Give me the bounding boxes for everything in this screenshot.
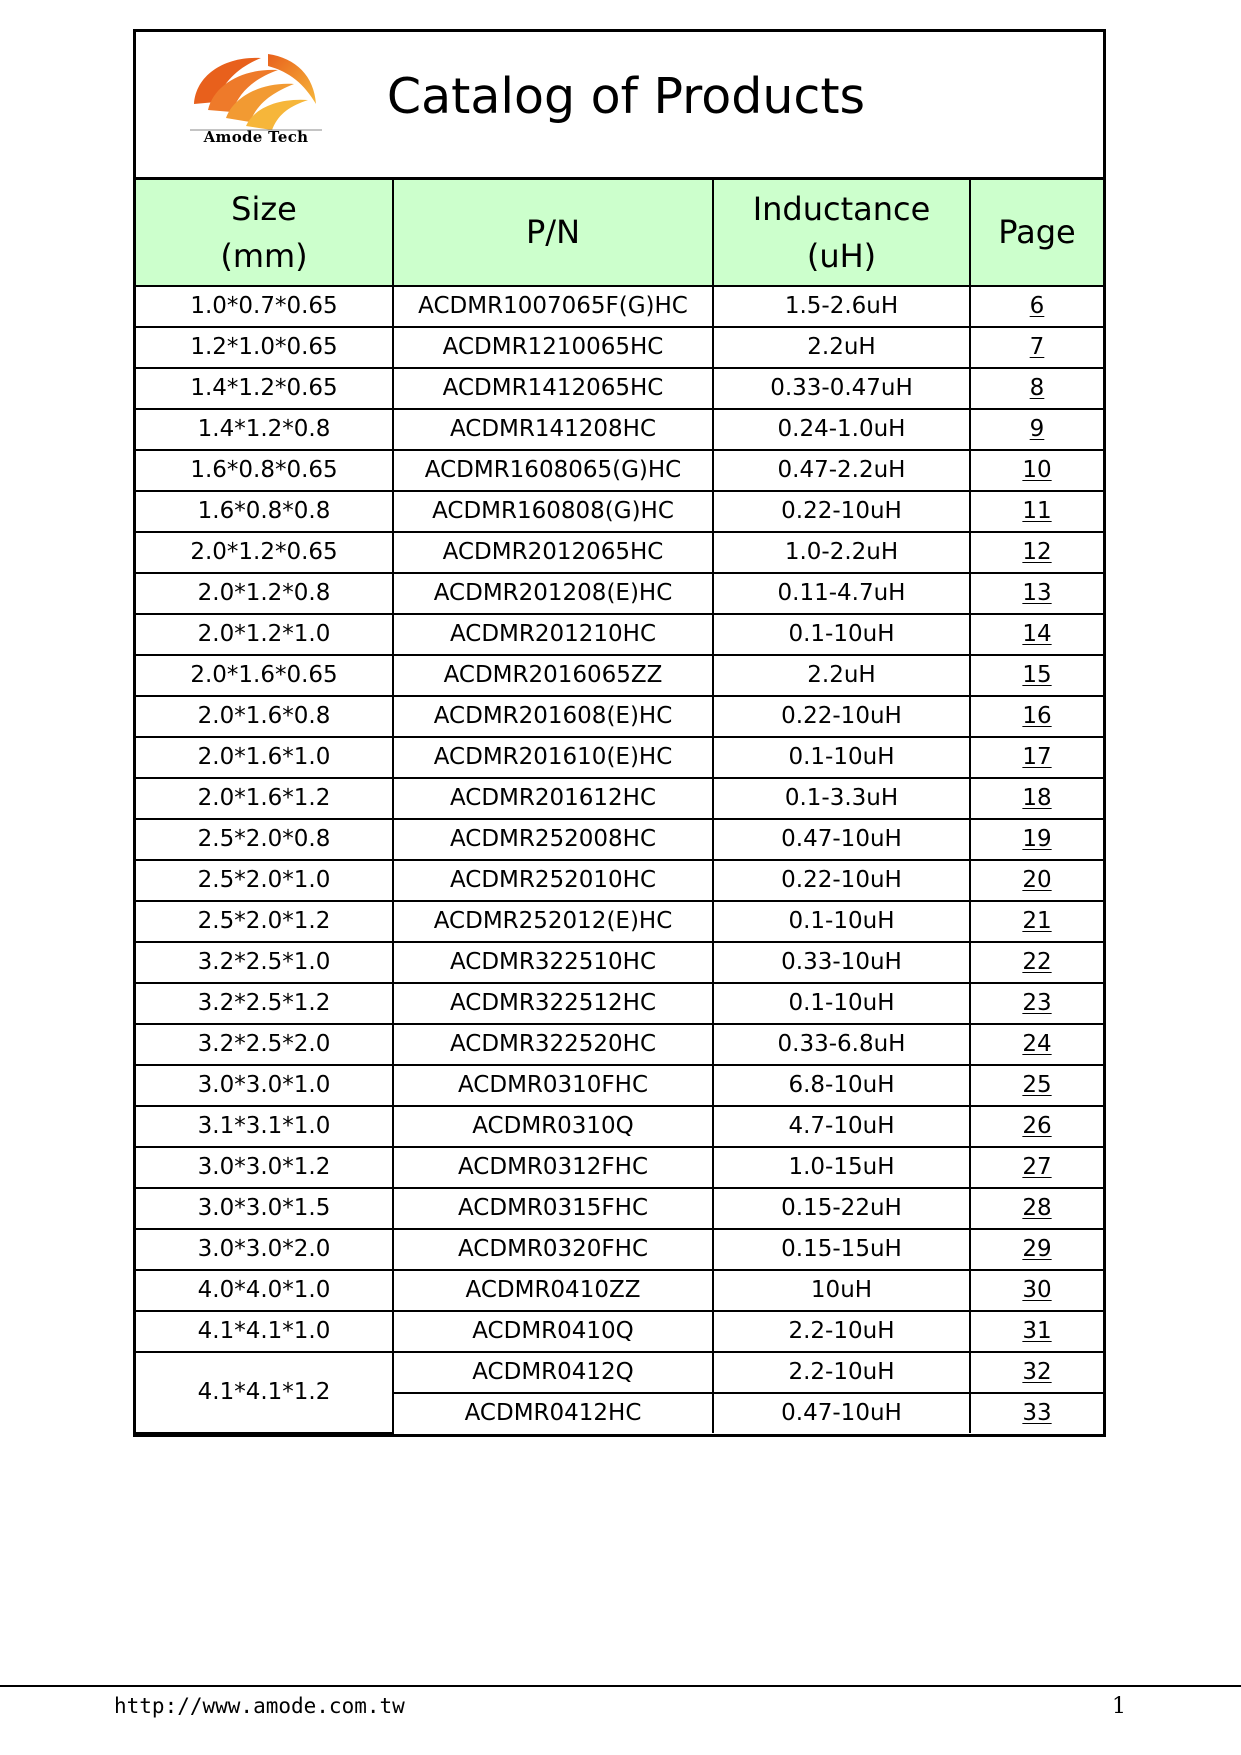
page-cell [970, 1188, 1103, 1229]
size-cell: 2.0*1.2*0.8 [136, 573, 393, 614]
size-cell: 1.6*0.8*0.65 [136, 450, 393, 491]
page-link[interactable]: 22 [1022, 949, 1052, 975]
page-link[interactable]: 13 [1022, 580, 1052, 606]
page-cell [970, 327, 1103, 368]
table-row [136, 942, 1103, 983]
page-link[interactable]: 18 [1022, 785, 1052, 811]
page-cell [970, 368, 1103, 409]
page-link[interactable]: 17 [1022, 744, 1052, 770]
header-page [970, 180, 1103, 286]
inductance-cell: 2.2-10uH [713, 1311, 970, 1352]
page-cell [970, 901, 1103, 942]
header-size-label: Size [231, 189, 297, 228]
product-table [136, 180, 1103, 1434]
size-cell: 4.0*4.0*1.0 [136, 1270, 393, 1311]
inductance-cell: 0.47-10uH [713, 819, 970, 860]
page-cell [970, 1352, 1103, 1393]
table-row [136, 655, 1103, 696]
table-row [136, 450, 1103, 491]
company-logo [186, 44, 326, 154]
table-row [136, 573, 1103, 614]
pn-cell: ACDMR2016065ZZ [393, 655, 713, 696]
page-cell [970, 573, 1103, 614]
inductance-cell: 0.15-22uH [713, 1188, 970, 1229]
page-link[interactable]: 21 [1022, 908, 1052, 934]
page-cell [970, 1393, 1103, 1433]
header-inductance-unit: (uH) [806, 236, 877, 275]
page-link[interactable]: 14 [1022, 621, 1052, 647]
inductance-cell: 2.2uH [713, 655, 970, 696]
inductance-cell: 0.22-10uH [713, 860, 970, 901]
inductance-cell: 0.33-0.47uH [713, 368, 970, 409]
inductance-cell: 0.11-4.7uH [713, 573, 970, 614]
footer-url[interactable]: http://www.amode.com.tw [114, 1694, 405, 1718]
footer-page-number: 1 [1112, 1694, 1126, 1719]
page-link[interactable]: 19 [1022, 826, 1052, 852]
table-row [136, 491, 1103, 532]
page-cell [970, 860, 1103, 901]
pn-cell: ACDMR0412HC [393, 1393, 713, 1433]
page-cell [970, 1065, 1103, 1106]
page-link[interactable]: 15 [1022, 662, 1052, 688]
table-row [136, 1065, 1103, 1106]
page-cell [970, 450, 1103, 491]
pn-cell: ACDMR201608(E)HC [393, 696, 713, 737]
page-link[interactable]: 11 [1022, 498, 1052, 524]
page-link[interactable]: 31 [1022, 1318, 1052, 1344]
pn-cell: ACDMR252010HC [393, 860, 713, 901]
inductance-cell: 0.15-15uH [713, 1229, 970, 1270]
inductance-cell: 0.1-10uH [713, 901, 970, 942]
table-row [136, 1229, 1103, 1270]
table-row [136, 1311, 1103, 1352]
size-cell: 3.2*2.5*2.0 [136, 1024, 393, 1065]
size-cell: 3.0*3.0*2.0 [136, 1229, 393, 1270]
table-row [136, 901, 1103, 942]
catalog-frame [133, 29, 1106, 1437]
size-cell: 2.5*2.0*0.8 [136, 819, 393, 860]
pn-cell: ACDMR252008HC [393, 819, 713, 860]
page-link[interactable]: 27 [1022, 1154, 1052, 1180]
page-link[interactable]: 20 [1022, 867, 1052, 893]
table-row [136, 737, 1103, 778]
inductance-cell: 0.24-1.0uH [713, 409, 970, 450]
page-link[interactable]: 25 [1022, 1072, 1052, 1098]
size-cell: 3.0*3.0*1.2 [136, 1147, 393, 1188]
pn-cell: ACDMR0320FHC [393, 1229, 713, 1270]
inductance-cell: 6.8-10uH [713, 1065, 970, 1106]
page-link[interactable]: 33 [1022, 1400, 1052, 1426]
inductance-cell: 10uH [713, 1270, 970, 1311]
inductance-cell: 0.33-10uH [713, 942, 970, 983]
size-cell: 2.0*1.6*1.0 [136, 737, 393, 778]
table-row [136, 327, 1103, 368]
inductance-cell: 0.22-10uH [713, 491, 970, 532]
page-link[interactable]: 9 [1029, 416, 1045, 442]
pn-cell: ACDMR1210065HC [393, 327, 713, 368]
pn-cell: ACDMR252012(E)HC [393, 901, 713, 942]
table-row [136, 1270, 1103, 1311]
size-cell: 2.0*1.6*0.8 [136, 696, 393, 737]
table-row [136, 1188, 1103, 1229]
page-cell [970, 614, 1103, 655]
pn-cell: ACDMR0310Q [393, 1106, 713, 1147]
page-cell [970, 655, 1103, 696]
pn-cell: ACDMR1608065(G)HC [393, 450, 713, 491]
page-cell [970, 1311, 1103, 1352]
pn-cell: ACDMR0410ZZ [393, 1270, 713, 1311]
title-band [136, 32, 1103, 180]
size-cell: 3.2*2.5*1.0 [136, 942, 393, 983]
page-cell [970, 286, 1103, 327]
page-link[interactable]: 29 [1022, 1236, 1052, 1262]
page-cell [970, 1270, 1103, 1311]
page-cell [970, 819, 1103, 860]
pn-cell: ACDMR160808(G)HC [393, 491, 713, 532]
size-cell: 3.2*2.5*1.2 [136, 983, 393, 1024]
pn-cell: ACDMR0312FHC [393, 1147, 713, 1188]
page-cell [970, 778, 1103, 819]
pn-cell: ACDMR201210HC [393, 614, 713, 655]
table-row [136, 983, 1103, 1024]
header-pn-label: P/N [525, 213, 580, 251]
page-link[interactable]: 23 [1022, 990, 1052, 1016]
size-cell: 2.5*2.0*1.0 [136, 860, 393, 901]
page-cell [970, 491, 1103, 532]
page-link[interactable]: 16 [1022, 703, 1052, 729]
page-link[interactable]: 26 [1022, 1113, 1052, 1139]
pn-cell: ACDMR141208HC [393, 409, 713, 450]
table-row [136, 778, 1103, 819]
pn-cell: ACDMR0315FHC [393, 1188, 713, 1229]
inductance-cell: 0.47-2.2uH [713, 450, 970, 491]
page-link[interactable]: 32 [1022, 1359, 1052, 1385]
pn-cell: ACDMR0310FHC [393, 1065, 713, 1106]
header-pn [393, 180, 713, 286]
page-cell [970, 737, 1103, 778]
pn-cell: ACDMR2012065HC [393, 532, 713, 573]
size-cell: 1.4*1.2*0.8 [136, 409, 393, 450]
size-cell: 2.5*2.0*1.2 [136, 901, 393, 942]
page-link[interactable]: 10 [1022, 457, 1052, 483]
table-row [136, 819, 1103, 860]
pn-cell: ACDMR322510HC [393, 942, 713, 983]
header-inductance-label: Inductance [752, 189, 931, 228]
page-link[interactable]: 12 [1022, 539, 1052, 565]
inductance-cell: 0.1-10uH [713, 614, 970, 655]
size-cell: 4.1*4.1*1.2 [136, 1352, 393, 1433]
page-link[interactable]: 24 [1022, 1031, 1052, 1057]
header-size [136, 180, 393, 286]
inductance-cell: 2.2-10uH [713, 1352, 970, 1393]
header-inductance [713, 180, 970, 286]
footer-divider [0, 1685, 1241, 1687]
inductance-cell: 0.1-10uH [713, 983, 970, 1024]
size-cell: 2.0*1.6*1.2 [136, 778, 393, 819]
pn-cell: ACDMR201208(E)HC [393, 573, 713, 614]
inductance-cell: 0.1-10uH [713, 737, 970, 778]
inductance-cell: 1.0-2.2uH [713, 532, 970, 573]
table-row [136, 696, 1103, 737]
inductance-cell: 1.5-2.6uH [713, 286, 970, 327]
inductance-cell: 2.2uH [713, 327, 970, 368]
table-header-row [136, 180, 1103, 286]
size-cell: 1.2*1.0*0.65 [136, 327, 393, 368]
pn-cell: ACDMR322512HC [393, 983, 713, 1024]
page-link[interactable]: 7 [1029, 334, 1045, 360]
inductance-cell: 0.22-10uH [713, 696, 970, 737]
pn-cell: ACDMR0410Q [393, 1311, 713, 1352]
size-cell: 2.0*1.6*0.65 [136, 655, 393, 696]
size-cell: 3.0*3.0*1.5 [136, 1188, 393, 1229]
size-cell: 1.0*0.7*0.65 [136, 286, 393, 327]
page-cell [970, 1024, 1103, 1065]
pn-cell: ACDMR1007065F(G)HC [393, 286, 713, 327]
page-cell [970, 409, 1103, 450]
table-row [136, 860, 1103, 901]
page-link[interactable]: 28 [1022, 1195, 1052, 1221]
pn-cell: ACDMR0412Q [393, 1352, 713, 1393]
header-page-label: Page [998, 213, 1076, 251]
table-row [136, 368, 1103, 409]
logo-text: Amode Tech [203, 128, 309, 146]
inductance-cell: 0.33-6.8uH [713, 1024, 970, 1065]
page-link[interactable]: 8 [1029, 375, 1045, 401]
inductance-cell: 0.1-3.3uH [713, 778, 970, 819]
size-cell: 3.1*3.1*1.0 [136, 1106, 393, 1147]
page-link[interactable]: 6 [1029, 293, 1045, 319]
inductance-cell: 0.47-10uH [713, 1393, 970, 1433]
page-cell [970, 696, 1103, 737]
page-cell [970, 1106, 1103, 1147]
flame-logo-icon [186, 44, 326, 134]
table-row [136, 614, 1103, 655]
table-row [136, 1352, 1103, 1393]
size-cell: 2.0*1.2*1.0 [136, 614, 393, 655]
pn-cell: ACDMR322520HC [393, 1024, 713, 1065]
page-link[interactable]: 30 [1022, 1277, 1052, 1303]
pn-cell: ACDMR201612HC [393, 778, 713, 819]
pn-cell: ACDMR1412065HC [393, 368, 713, 409]
page-title: Catalog of Products [386, 68, 866, 125]
size-cell: 1.6*0.8*0.8 [136, 491, 393, 532]
page-cell [970, 1147, 1103, 1188]
table-row [136, 286, 1103, 327]
table-row [136, 409, 1103, 450]
inductance-cell: 4.7-10uH [713, 1106, 970, 1147]
inductance-cell: 1.0-15uH [713, 1147, 970, 1188]
table-row [136, 1024, 1103, 1065]
table-row [136, 1147, 1103, 1188]
page-cell [970, 532, 1103, 573]
pn-cell: ACDMR201610(E)HC [393, 737, 713, 778]
table-row [136, 1106, 1103, 1147]
page-cell [970, 1229, 1103, 1270]
header-size-unit: (mm) [220, 236, 308, 275]
page-cell [970, 983, 1103, 1024]
size-cell: 3.0*3.0*1.0 [136, 1065, 393, 1106]
size-cell: 2.0*1.2*0.65 [136, 532, 393, 573]
size-cell: 4.1*4.1*1.0 [136, 1311, 393, 1352]
size-cell: 1.4*1.2*0.65 [136, 368, 393, 409]
page-cell [970, 942, 1103, 983]
table-row [136, 532, 1103, 573]
